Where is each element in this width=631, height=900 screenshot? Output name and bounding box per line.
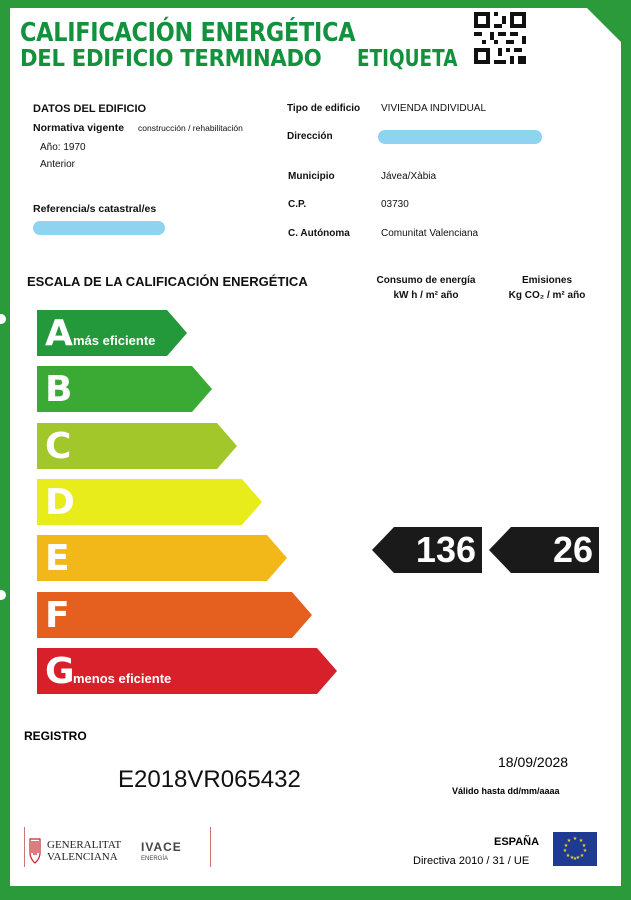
consumption-header bbox=[366, 275, 486, 301]
svg-text:★: ★ bbox=[569, 855, 575, 861]
punch-hole bbox=[0, 590, 6, 600]
postcode-value: 03730 bbox=[381, 199, 409, 210]
building-type-label: Tipo de edificio bbox=[287, 103, 361, 114]
country-label: ESPAÑA bbox=[494, 836, 540, 848]
regulation-label: Normativa vigente bbox=[33, 122, 125, 134]
svg-text:★: ★ bbox=[581, 843, 587, 849]
valid-date: 18/09/2028 bbox=[498, 754, 569, 770]
svg-text:★: ★ bbox=[575, 855, 581, 861]
svg-text:★: ★ bbox=[579, 853, 585, 859]
scale-bar-g bbox=[37, 648, 337, 694]
emissions-pointer bbox=[489, 527, 599, 573]
consumption-header-text: Consumo de energía bbox=[376, 275, 476, 286]
regulation-value: construcción / rehabilitación bbox=[138, 123, 243, 133]
building-year: Año: 1970 bbox=[40, 142, 86, 153]
consumption-unit: kW h / m² año bbox=[393, 290, 459, 301]
scale-bar-d bbox=[37, 479, 262, 525]
punch-hole bbox=[0, 314, 6, 324]
svg-text:★: ★ bbox=[582, 848, 588, 854]
ivace-logo: IVACE bbox=[141, 840, 182, 854]
title-line-1: CALIFICACIÓN ENERGÉTICA bbox=[20, 18, 356, 48]
cadastral-label: Referencia/s catastral/es bbox=[33, 203, 157, 215]
consumption-pointer bbox=[372, 527, 482, 573]
svg-text:★: ★ bbox=[566, 838, 572, 844]
scale-letter: G bbox=[45, 651, 75, 692]
consumption-value: 136 bbox=[415, 529, 476, 570]
generalitat-logo bbox=[28, 837, 121, 865]
scale-bar-a bbox=[37, 310, 187, 356]
address-label: Dirección bbox=[287, 131, 333, 142]
eu-flag-icon bbox=[553, 832, 597, 866]
region-value: Comunitat Valenciana bbox=[381, 228, 479, 239]
municipality-label: Municipio bbox=[288, 171, 335, 182]
scale-letter: F bbox=[45, 595, 70, 636]
scale-letter: A bbox=[45, 313, 73, 354]
region-label: C. Autónoma bbox=[288, 228, 350, 239]
valid-until-label: Válido hasta dd/mm/aaaa bbox=[452, 786, 560, 796]
scale-bar-c bbox=[37, 423, 237, 469]
svg-text:★: ★ bbox=[578, 838, 584, 844]
cadastral-redaction bbox=[33, 221, 165, 235]
directive-label: Directiva 2010 / 31 / UE bbox=[413, 855, 530, 867]
building-period: Anterior bbox=[40, 159, 76, 170]
qr-code-icon bbox=[474, 12, 526, 64]
scale-bar-b bbox=[37, 366, 212, 412]
scale-letter: E bbox=[45, 538, 70, 579]
scale-title: ESCALA DE LA CALIFICACIÓN ENERGÉTICA bbox=[27, 274, 308, 289]
generalitat-line-2: VALENCIANA bbox=[47, 851, 118, 863]
footer-divider bbox=[24, 827, 25, 867]
municipality-value: Jávea/Xàbia bbox=[381, 171, 437, 182]
svg-text:★: ★ bbox=[562, 848, 568, 854]
title-line-2: DEL EDIFICIO TERMINADO bbox=[20, 46, 322, 72]
scale-bar-e bbox=[37, 535, 287, 581]
svg-text:★: ★ bbox=[563, 843, 569, 849]
building-data-title: DATOS DEL EDIFICIO bbox=[33, 103, 147, 115]
scale-letter: B bbox=[45, 369, 73, 410]
scale-letter: D bbox=[45, 482, 75, 523]
emissions-value: 26 bbox=[552, 529, 593, 570]
svg-text:★: ★ bbox=[572, 836, 578, 842]
svg-text:★: ★ bbox=[565, 853, 571, 859]
postcode-label: C.P. bbox=[288, 199, 307, 210]
ivace-subtitle: ENERGÍA bbox=[141, 856, 169, 862]
emissions-header bbox=[497, 275, 597, 301]
scale-letter: C bbox=[45, 426, 72, 467]
scale-bar-shape bbox=[37, 535, 287, 581]
address-redaction bbox=[378, 130, 542, 144]
registry-number: E2018VR065432 bbox=[118, 766, 301, 793]
emissions-header-text: Emisiones bbox=[521, 275, 573, 286]
generalitat-crest-icon bbox=[28, 837, 42, 865]
generalitat-line-1: GENERALITAT bbox=[47, 839, 122, 851]
building-type-value: VIVIENDA INDIVIDUAL bbox=[381, 103, 487, 114]
scale-bar-shape bbox=[37, 592, 312, 638]
scale-bar-f bbox=[37, 592, 312, 638]
emissions-unit: Kg CO₂ / m² año bbox=[508, 290, 586, 301]
footer-divider bbox=[210, 827, 211, 867]
label-type: ETIQUETA bbox=[357, 46, 458, 72]
registry-label: REGISTRO bbox=[24, 729, 87, 743]
svg-text:★: ★ bbox=[572, 856, 578, 862]
scale-description: menos eficiente bbox=[73, 671, 172, 686]
scale-description: más eficiente bbox=[73, 333, 156, 348]
